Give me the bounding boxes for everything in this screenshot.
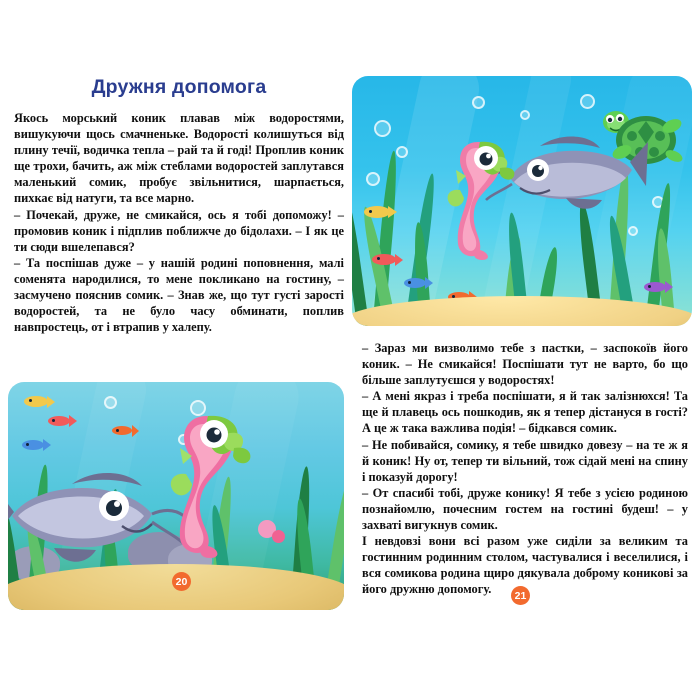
- bubble: [366, 172, 380, 186]
- left-page-text: [14, 110, 344, 335]
- small-fish: [364, 206, 390, 218]
- paragraph: – От спасибі тобі, друже конику! Я тебе з усією родиною познайомлю, почесним гостем на гостині будеш! – у захваті вигукнув сомик.: [362, 485, 688, 533]
- small-fish: [372, 254, 396, 265]
- page-title: Дружня допомога: [91, 76, 267, 98]
- bubble: [580, 94, 595, 109]
- bubble: [396, 146, 408, 158]
- illustration-top-right: [352, 76, 692, 326]
- seahorse-illustration: [150, 404, 260, 564]
- right-page: [362, 340, 688, 600]
- bubble: [104, 396, 117, 409]
- bubble: [374, 120, 391, 137]
- seaweed: [352, 183, 370, 326]
- paragraph: – Зараз ми визволимо тебе з пастки, – заспокоїв його коник. – Не смикайся! Поспішати тут не варто, бо що більше заплутуєшся у водоростях!: [362, 341, 688, 388]
- paragraph: – Не побивайся, сомику, я тебе швидко довезу – на те ж я й коник! Ну от, тепер ти вільний, тож сідай мені на спину і показуй дорогу!: [362, 437, 688, 484]
- small-fish: [22, 440, 44, 450]
- small-fish: [48, 416, 70, 426]
- small-fish: [112, 426, 132, 435]
- paragraph: – А мені якраз і треба поспішати, я й так залізнюхся! Та ще й плавець ось пошкодив, як я тепер дістануся в гості? А це ж така важлива подія! – бідкався сомик.: [362, 389, 688, 436]
- small-fish: [644, 282, 666, 292]
- small-fish: [404, 278, 426, 288]
- right-page-text: [362, 340, 688, 598]
- page-number-left: 20: [172, 572, 191, 591]
- coral: [272, 530, 285, 543]
- paragraph: І невдовзі вони всі разом уже сиділи за великим та гостинним родинним столом, частувалися і веселилися, і вся сомикова родина щиро дякувала доброму коникові за його дружню допомогу.: [362, 534, 688, 597]
- bubble: [472, 96, 485, 109]
- page-number-right: 21: [511, 586, 530, 605]
- seahorse-illustration: [430, 132, 522, 262]
- paragraph: – Почекай, друже, не смикайся, ось я тобі допоможу! – промовив коник і підплив поближче до бідолахи. – І як це ти сюди вшелепався?: [14, 207, 344, 254]
- paragraph: Якось морський коник плавав між водоростями, вишукуючи щось смачненьке. Водорості колишуться від плину течії, водичка тепла – рай та й годі! Проплив коник ще трохи, бачить, аж між стеблами водоростей заплутався маленький сомик, пробує звільнитися, шарпається, пихкає від натуги, та все марно.: [14, 111, 344, 206]
- small-fish: [24, 396, 48, 407]
- bubble: [520, 110, 530, 120]
- paragraph: – Та поспішав дуже – у нашій родині поповнення, малі соменята народилися, то мене покликано на гостину, – засмучено пояснив сомик. – Знав же, що тут густі зарості водоростей, та не було часу обминати, поплив навпростець, от і втрапив у халепу.: [14, 255, 344, 335]
- illustration-bottom-left: [8, 382, 344, 610]
